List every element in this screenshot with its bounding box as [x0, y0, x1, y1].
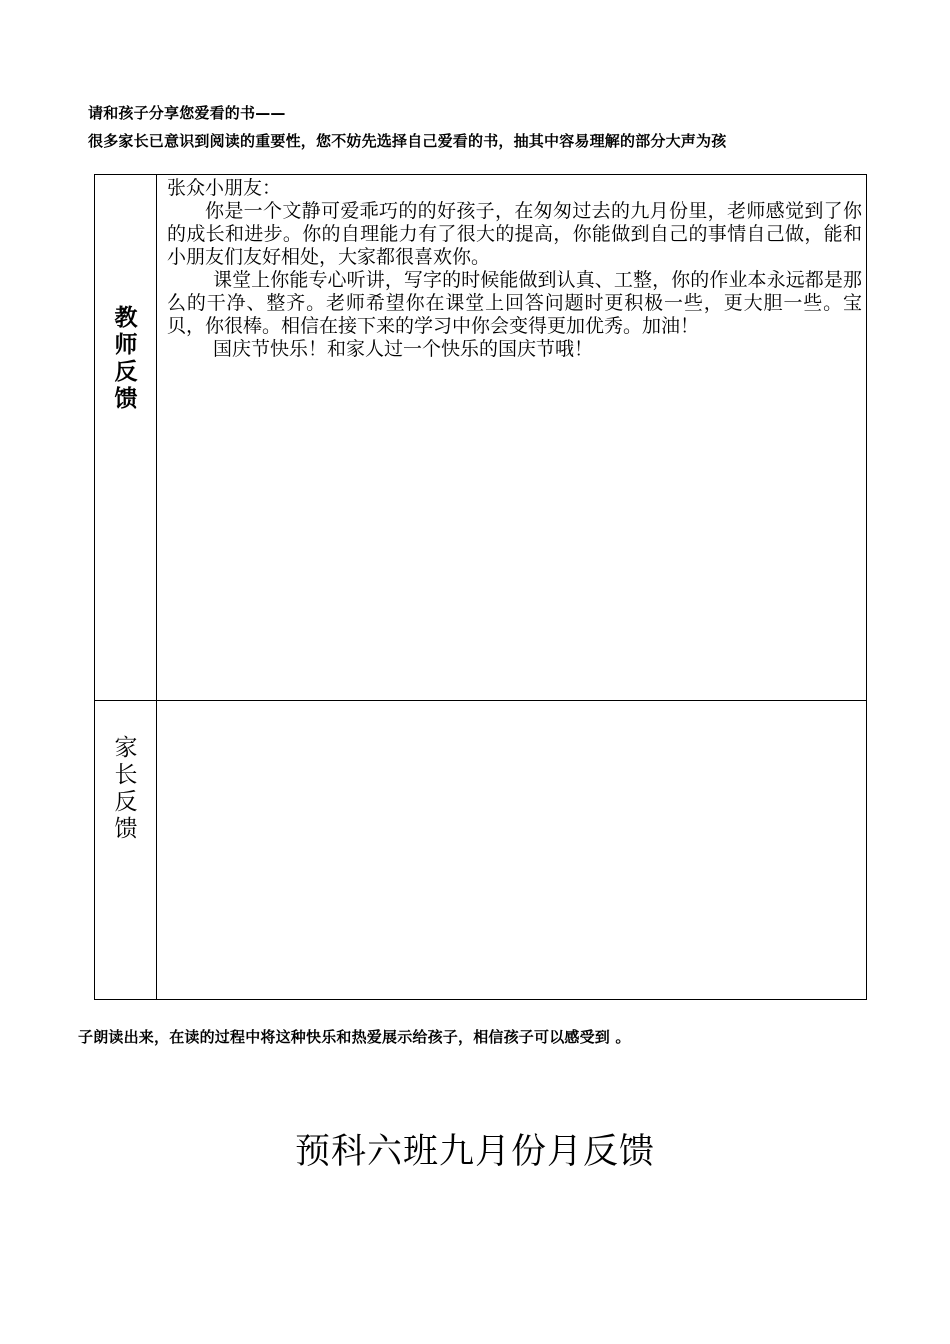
- letter-paragraph: 你是一个文静可爱乖巧的的好孩子，在匆匆过去的九月份里，老师感觉到了你的成长和进步。你的自理能力有了很大的提高，你能做到自己的事情自己做，能和小朋友们友好相处，大家都很喜欢你。: [167, 200, 862, 268]
- intro-text-line: 子朗读出来，在读的过程中将这种快乐和热爱展示给孩子，相信孩子可以感受到 。: [78, 1028, 631, 1046]
- page-title: 预科六班九月份月反馈: [294, 1132, 655, 1172]
- teacher-label-cell: [95, 175, 157, 700]
- letter-paragraph: 课堂上你能专心听讲，写字的时候能做到认真、工整，你的作业本永远都是那么的干净、整齐。老师希望你在课堂上回答问题时更积极一些，更大胆一些。宝贝，你很棒。相信在接下来的学习中你会变得更加优秀。加油！: [167, 269, 862, 337]
- intro-heading: 请和孩子分享您爱看的书——: [88, 104, 286, 122]
- letter-greeting: 张众小朋友：: [167, 177, 282, 199]
- teacher-feedback-label: 教师反馈: [114, 305, 138, 412]
- teacher-letter: [167, 177, 862, 361]
- parent-feedback-row: [95, 701, 866, 999]
- intro-text-line: 很多家长已意识到阅读的重要性，您不妨先选择自己爱看的书，抽其中容易理解的部分大声为孩: [88, 132, 727, 150]
- parent-feedback-cell[interactable]: [157, 701, 866, 999]
- feedback-table: [94, 174, 867, 1000]
- letter-closing: 国庆节快乐！和家人过一个快乐的国庆节哦！: [213, 338, 594, 360]
- parent-feedback-label: 家长反馈: [114, 735, 138, 842]
- teacher-feedback-cell: [157, 175, 866, 700]
- parent-label-cell: [95, 701, 157, 999]
- teacher-feedback-row: [95, 175, 866, 701]
